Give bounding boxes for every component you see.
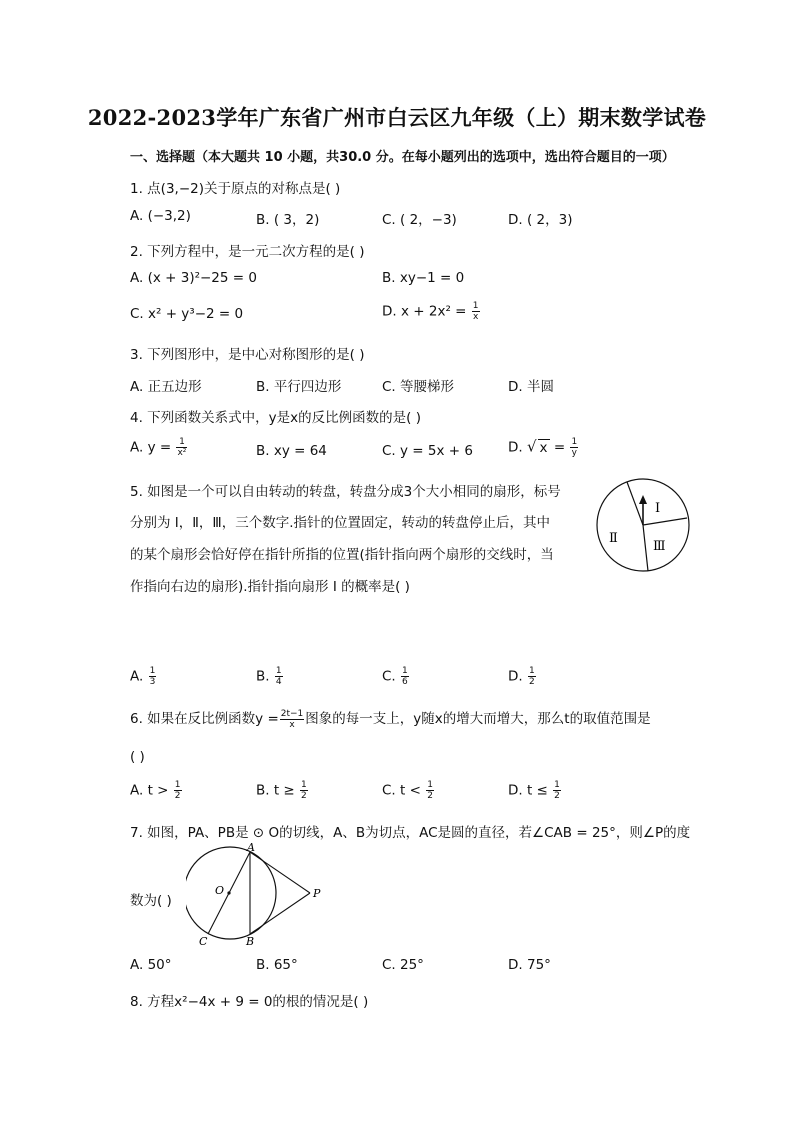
q6-stem-post: 图象的每一支上，y随x的增大而增大，那么t的取值范围是 [305, 711, 651, 727]
q6-stem-num: 2t−1 [280, 708, 304, 719]
q5-option-d [508, 666, 537, 687]
question-1-stem: 1. 点(3,−2)关于原点的对称点是( ) [130, 181, 341, 197]
q5-d-prefix: D. [508, 668, 523, 685]
q5-c-den: 6 [402, 677, 408, 687]
q6-option-c [382, 780, 435, 801]
q5-c-num: 1 [402, 666, 408, 676]
q2-d-fraction [472, 301, 480, 322]
q5-option-c [382, 666, 410, 687]
q4-option-d [508, 437, 579, 458]
q1-option-a: A. (−3,2) [130, 208, 191, 224]
q4-a-den: x² [177, 448, 187, 458]
question-5-line-4: 作指向右边的扇形).指针指向扇形 Ⅰ 的概率是( ) [130, 579, 410, 595]
spinner-divider-3 [643, 525, 648, 571]
question-6-stem [130, 707, 651, 730]
q5-d-den: 2 [528, 677, 535, 687]
pointer-arrow-icon [639, 495, 647, 504]
question-6-paren: ( ) [130, 749, 145, 765]
q6-c-prefix: C. t < [382, 782, 421, 799]
q4-d-den: y [571, 448, 577, 458]
q7-option-c: C. 25° [382, 957, 424, 973]
q2-option-b: B. xy−1 = 0 [382, 270, 465, 286]
q6-c-num: 1 [427, 780, 433, 790]
center-point [227, 891, 230, 894]
q5-a-num: 1 [149, 666, 156, 676]
q2-option-a: A. (x + 3)²−25 = 0 [130, 270, 257, 286]
q4-option-a [130, 437, 188, 458]
q4-d-num: 1 [571, 437, 578, 447]
q1-option-d: D. ( 2，3) [508, 212, 573, 228]
spinner-divider-2 [643, 518, 687, 525]
q7-option-b: B. 65° [256, 957, 298, 973]
q5-c-prefix: C. [382, 668, 396, 685]
q5-a-prefix: A. [130, 668, 144, 685]
sector-label-3: Ⅲ [653, 539, 666, 554]
q6-option-a [130, 780, 183, 801]
question-7-stem: 7. 如图，PA、PB是 ⊙ O的切线，A、B为切点，AC是圆的直径，若∠CAB = 25°，则∠P的度 [130, 825, 691, 841]
q3-option-d: D. 半圆 [508, 379, 554, 395]
q2-option-c: C. x² + y³−2 = 0 [130, 306, 244, 322]
q5-d-fraction [528, 666, 536, 687]
q4-d-radicand: x [539, 439, 548, 456]
q5-b-prefix: B. [256, 668, 270, 685]
q4-a-fraction [176, 437, 187, 458]
q4-d-prefix: D. [508, 439, 523, 456]
q2-d-prefix: D. x + 2x² = [382, 303, 467, 320]
question-3-stem: 3. 下列图形中，是中心对称图形的是( ) [130, 347, 365, 363]
q5-option-b [256, 666, 284, 687]
section-heading: 一、选择题（本大题共 10 小题，共30.0 分。在每小题列出的选项中，选出符合题目的一项） [130, 150, 675, 165]
q4-a-num: 1 [176, 437, 187, 448]
q5-d-num: 1 [528, 666, 535, 676]
q5-b-num: 1 [275, 666, 282, 676]
q4-d-equals: = [553, 439, 566, 456]
q1-option-c: C. ( 2，−3) [382, 212, 457, 228]
q3-option-a: A. 正五边形 [130, 379, 202, 395]
q6-d-fraction [553, 780, 561, 801]
q6-option-d [508, 780, 562, 801]
q6-stem-fraction [280, 709, 305, 730]
q2-d-num: 1 [472, 301, 479, 311]
q2-option-d [382, 301, 481, 322]
q3-option-b: B. 平行四边形 [256, 379, 342, 395]
q5-option-a [130, 666, 157, 687]
question-8-stem: 8. 方程x²−4x + 9 = 0的根的情况是( ) [130, 994, 369, 1010]
q5-c-fraction [401, 666, 409, 687]
q2-d-den: x [472, 312, 479, 322]
q7-option-d: D. 75° [508, 957, 551, 973]
question-5-line-2: 分别为 Ⅰ，Ⅱ，Ⅲ，三个数字.指针的位置固定，转动的转盘停止后，其中 [130, 515, 551, 531]
label-a: A [247, 842, 255, 854]
q6-a-num: 1 [174, 780, 181, 790]
q6-a-fraction [174, 780, 182, 801]
tangent-pb [250, 893, 310, 934]
sector-label-2: Ⅱ [609, 531, 618, 546]
q7-option-a: A. 50° [130, 957, 172, 973]
question-2-stem: 2. 下列方程中，是一元二次方程的是( ) [130, 244, 365, 260]
q5-a-den: 3 [149, 677, 156, 687]
q6-d-num: 1 [554, 780, 560, 790]
label-p: P [313, 887, 321, 900]
q6-a-prefix: A. t > [130, 782, 169, 799]
q6-b-fraction [300, 780, 308, 801]
tangent-figure [186, 842, 336, 950]
q6-d-den: 2 [554, 791, 560, 801]
q6-b-prefix: B. t ≥ [256, 782, 295, 799]
q6-c-den: 2 [427, 791, 433, 801]
q6-stem-den: x [289, 719, 295, 730]
q4-option-c: C. y = 5x + 6 [382, 443, 473, 459]
question-4-stem: 4. 下列函数关系式中，y是x的反比例函数的是( ) [130, 410, 421, 426]
question-7-line-2: 数为( ) [130, 893, 172, 909]
question-5-line-1: 5. 如图是一个可以自由转动的转盘，转盘分成3个大小相同的扇形，标号 [130, 484, 561, 500]
q4-d-fraction [570, 437, 578, 458]
q3-option-c: C. 等腰梯形 [382, 379, 455, 395]
tangent-pa [250, 852, 310, 893]
sqrt-icon: √ [526, 437, 537, 456]
q5-b-den: 4 [275, 677, 282, 687]
spinner-figure [594, 476, 692, 574]
q6-option-b [256, 780, 309, 801]
q4-a-prefix: A. y = [130, 439, 172, 456]
q5-a-fraction [149, 666, 157, 687]
q6-stem-pre: 6. 如果在反比例函数y = [130, 711, 279, 727]
exam-title: 2022-2023学年广东省广州市白云区九年级（上）期末数学试卷 [87, 105, 707, 130]
q6-b-num: 1 [301, 780, 307, 790]
sector-label-1: Ⅰ [655, 501, 661, 516]
question-5-line-3: 的某个扇形会恰好停在指针所指的位置(指针指向两个扇形的交线时，当 [130, 547, 554, 563]
label-b: B [246, 935, 255, 948]
q6-d-prefix: D. t ≤ [508, 782, 548, 799]
q6-c-fraction [426, 780, 434, 801]
label-o: O [215, 884, 225, 897]
q4-option-b: B. xy = 64 [256, 443, 327, 459]
q1-option-b: B. ( 3，2) [256, 212, 320, 228]
q6-b-den: 2 [301, 791, 307, 801]
q5-b-fraction [275, 666, 283, 687]
q6-a-den: 2 [174, 791, 181, 801]
label-c: C [199, 935, 208, 948]
